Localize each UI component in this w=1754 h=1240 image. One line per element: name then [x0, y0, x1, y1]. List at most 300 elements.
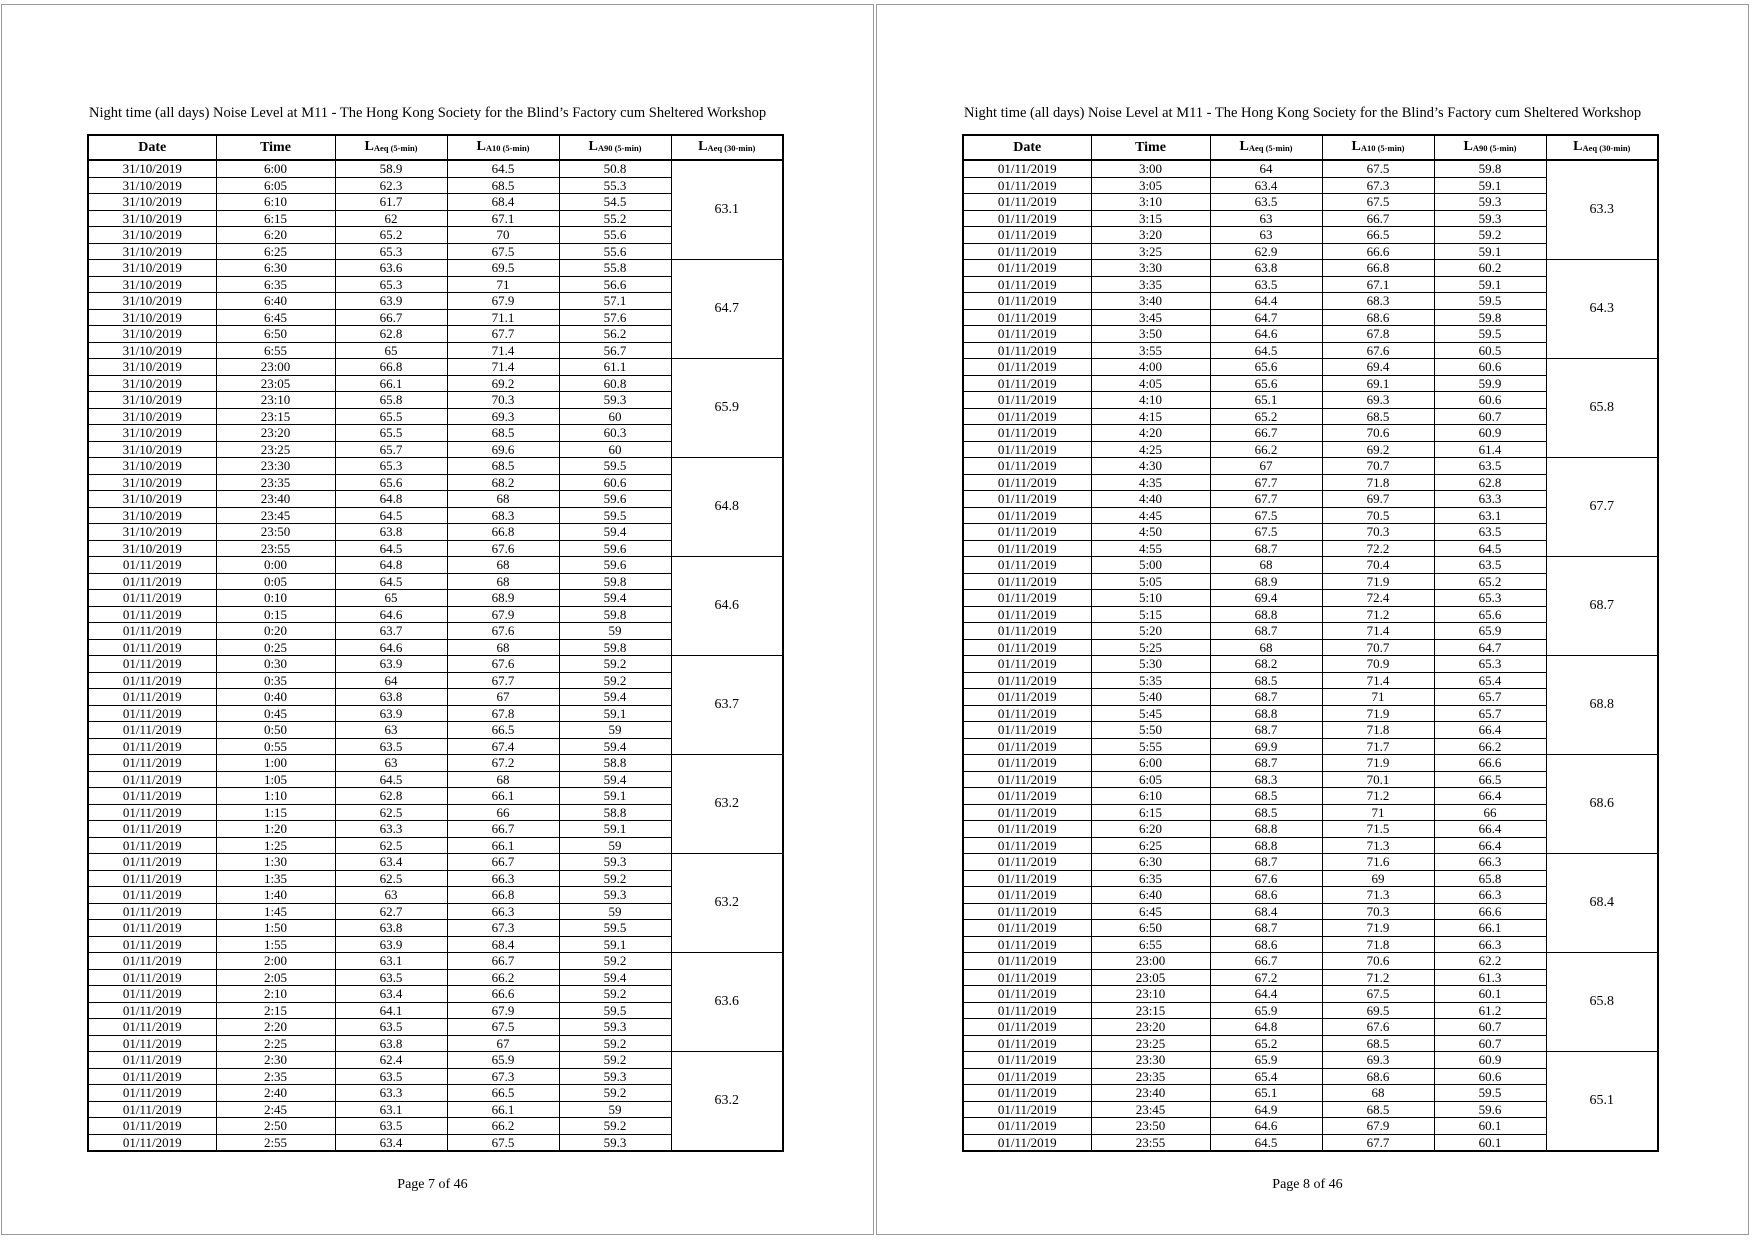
date-cell: 01/11/2019 [963, 540, 1091, 557]
table-body [88, 160, 783, 1151]
date-cell: 01/11/2019 [963, 1052, 1091, 1069]
la10-5min-cell: 66 [447, 804, 559, 821]
time-cell: 6:50 [216, 326, 335, 343]
time-cell: 23:20 [1091, 1019, 1210, 1036]
date-cell: 01/11/2019 [963, 1019, 1091, 1036]
la90-5min-cell: 62.2 [1434, 953, 1546, 970]
la90-5min-cell: 60.7 [1434, 1019, 1546, 1036]
la90-5min-cell: 60.6 [559, 474, 671, 491]
laeq-5min-cell: 63.4 [1210, 177, 1322, 194]
time-cell: 5:05 [1091, 573, 1210, 590]
date-cell: 01/11/2019 [88, 606, 216, 623]
date-cell: 01/11/2019 [88, 870, 216, 887]
laeq-5min-cell: 66.7 [1210, 425, 1322, 442]
la90-5min-cell: 66.3 [1434, 936, 1546, 953]
time-cell: 2:50 [216, 1118, 335, 1135]
time-cell: 0:35 [216, 672, 335, 689]
time-cell: 6:30 [1091, 854, 1210, 871]
laeq-30min-cell: 65.9 [671, 359, 783, 458]
time-cell: 4:45 [1091, 507, 1210, 524]
date-cell: 31/10/2019 [88, 227, 216, 244]
laeq-30min-cell: 63.6 [671, 953, 783, 1052]
time-cell: 3:15 [1091, 210, 1210, 227]
laeq-5min-cell: 63.5 [335, 738, 447, 755]
time-cell: 23:50 [1091, 1118, 1210, 1135]
date-cell: 01/11/2019 [963, 590, 1091, 607]
page-title: Night time (all days) Noise Level at M11 - The Hong Kong Society for the Blind’s Factory cum Sheltered Workshop [964, 105, 1642, 121]
date-cell: 01/11/2019 [963, 986, 1091, 1003]
laeq-5min-cell: 67.2 [1210, 969, 1322, 986]
la90-5min-cell: 59.2 [1434, 227, 1546, 244]
time-cell: 6:00 [1091, 755, 1210, 772]
laeq-5min-cell: 63 [1210, 210, 1322, 227]
la10-5min-cell: 71.2 [1322, 606, 1434, 623]
date-cell: 01/11/2019 [963, 656, 1091, 673]
la90-5min-cell: 60.2 [1434, 260, 1546, 277]
laeq-5min-cell: 63.4 [335, 854, 447, 871]
laeq-5min-cell: 68.5 [1210, 788, 1322, 805]
laeq-5min-cell: 65.2 [335, 227, 447, 244]
la90-5min-cell: 59.2 [559, 672, 671, 689]
time-cell: 6:25 [216, 243, 335, 260]
date-cell: 01/11/2019 [88, 557, 216, 574]
date-cell: 01/11/2019 [963, 887, 1091, 904]
time-cell: 1:25 [216, 837, 335, 854]
la90-5min-cell: 57.6 [559, 309, 671, 326]
table-row [963, 160, 1658, 177]
time-cell: 5:10 [1091, 590, 1210, 607]
time-cell: 0:45 [216, 705, 335, 722]
laeq-5min-cell: 64.5 [335, 573, 447, 590]
la90-5min-cell: 61.4 [1434, 441, 1546, 458]
date-cell: 01/11/2019 [963, 227, 1091, 244]
laeq-5min-cell: 62.5 [335, 804, 447, 821]
la90-5min-cell: 59.1 [559, 821, 671, 838]
laeq-5min-cell: 64.5 [1210, 342, 1322, 359]
table-row [88, 656, 783, 673]
la90-5min-cell: 57.1 [559, 293, 671, 310]
laeq-5min-cell: 63 [335, 887, 447, 904]
la90-5min-cell: 59.3 [1434, 194, 1546, 211]
laeq-30min-cell: 64.6 [671, 557, 783, 656]
la90-5min-cell: 65.2 [1434, 573, 1546, 590]
la90-5min-cell: 64.7 [1434, 639, 1546, 656]
time-cell: 23:50 [216, 524, 335, 541]
la10-5min-cell: 68.9 [447, 590, 559, 607]
table-row [963, 557, 1658, 574]
date-cell: 01/11/2019 [88, 738, 216, 755]
la90-5min-cell: 59.4 [559, 590, 671, 607]
date-cell: 01/11/2019 [963, 177, 1091, 194]
laeq-5min-cell: 68 [1210, 639, 1322, 656]
laeq-5min-cell: 62.7 [335, 903, 447, 920]
la10-5min-cell: 71.3 [1322, 837, 1434, 854]
noise-table [87, 134, 784, 1152]
la90-5min-cell: 59.5 [559, 1002, 671, 1019]
la90-5min-cell: 60 [559, 408, 671, 425]
header-laeq-5min: LAeq (5-min) [1210, 135, 1322, 160]
laeq-5min-cell: 62.8 [335, 326, 447, 343]
la10-5min-cell: 71.6 [1322, 854, 1434, 871]
date-cell: 01/11/2019 [963, 953, 1091, 970]
time-cell: 2:15 [216, 1002, 335, 1019]
la90-5min-cell: 59.1 [1434, 243, 1546, 260]
la90-5min-cell: 59.1 [1434, 177, 1546, 194]
laeq-5min-cell: 64.5 [335, 507, 447, 524]
laeq-5min-cell: 68.8 [1210, 821, 1322, 838]
date-cell: 31/10/2019 [88, 177, 216, 194]
laeq-5min-cell: 65.7 [335, 441, 447, 458]
date-cell: 01/11/2019 [963, 326, 1091, 343]
laeq-5min-cell: 64.8 [1210, 1019, 1322, 1036]
date-cell: 01/11/2019 [963, 425, 1091, 442]
date-cell: 01/11/2019 [963, 342, 1091, 359]
la10-5min-cell: 68.6 [1322, 1068, 1434, 1085]
laeq-30min-cell: 65.8 [1546, 953, 1658, 1052]
time-cell: 2:45 [216, 1101, 335, 1118]
time-cell: 3:30 [1091, 260, 1210, 277]
la90-5min-cell: 60.7 [1434, 1035, 1546, 1052]
laeq-5min-cell: 65.5 [335, 408, 447, 425]
page-footer [2, 1177, 873, 1193]
date-cell: 01/11/2019 [88, 788, 216, 805]
la10-5min-cell: 70.9 [1322, 656, 1434, 673]
la10-5min-cell: 68.5 [447, 458, 559, 475]
date-cell: 01/11/2019 [963, 837, 1091, 854]
time-cell: 4:15 [1091, 408, 1210, 425]
la90-5min-cell: 59.1 [559, 705, 671, 722]
laeq-5min-cell: 65 [335, 342, 447, 359]
laeq-5min-cell: 64.6 [335, 606, 447, 623]
la90-5min-cell: 66.1 [1434, 920, 1546, 937]
time-cell: 6:25 [1091, 837, 1210, 854]
la90-5min-cell: 64.5 [1434, 540, 1546, 557]
la90-5min-cell: 59.8 [559, 573, 671, 590]
time-cell: 6:10 [1091, 788, 1210, 805]
laeq-30min-cell: 68.4 [1546, 854, 1658, 953]
time-cell: 6:55 [216, 342, 335, 359]
time-cell: 1:35 [216, 870, 335, 887]
time-cell: 23:00 [216, 359, 335, 376]
la90-5min-cell: 59.6 [559, 557, 671, 574]
date-cell: 01/11/2019 [963, 309, 1091, 326]
time-cell: 23:45 [216, 507, 335, 524]
page-8 [876, 4, 1749, 1235]
la10-5min-cell: 67.2 [447, 755, 559, 772]
laeq-5min-cell: 68.7 [1210, 722, 1322, 739]
la90-5min-cell: 61.2 [1434, 1002, 1546, 1019]
la10-5min-cell: 66.7 [447, 953, 559, 970]
time-cell: 5:40 [1091, 689, 1210, 706]
la10-5min-cell: 68.3 [447, 507, 559, 524]
la90-5min-cell: 58.8 [559, 804, 671, 821]
la10-5min-cell: 66.8 [447, 887, 559, 904]
la90-5min-cell: 59 [559, 623, 671, 640]
time-cell: 1:20 [216, 821, 335, 838]
time-cell: 6:20 [216, 227, 335, 244]
laeq-5min-cell: 63.6 [335, 260, 447, 277]
la90-5min-cell: 66.6 [1434, 755, 1546, 772]
la10-5min-cell: 66.3 [447, 870, 559, 887]
la10-5min-cell: 67.5 [1322, 194, 1434, 211]
date-cell: 31/10/2019 [88, 375, 216, 392]
date-cell: 01/11/2019 [88, 1134, 216, 1151]
laeq-5min-cell: 65.6 [1210, 359, 1322, 376]
la10-5min-cell: 67.1 [1322, 276, 1434, 293]
time-cell: 4:20 [1091, 425, 1210, 442]
la90-5min-cell: 66.5 [1434, 771, 1546, 788]
page-number: Page 7 of 46 [397, 1177, 468, 1192]
la90-5min-cell: 59.8 [559, 606, 671, 623]
laeq-5min-cell: 64.7 [1210, 309, 1322, 326]
la90-5min-cell: 59.6 [559, 491, 671, 508]
la90-5min-cell: 59.2 [559, 986, 671, 1003]
date-cell: 01/11/2019 [963, 969, 1091, 986]
time-cell: 1:15 [216, 804, 335, 821]
table-row [963, 260, 1658, 277]
la10-5min-cell: 69.5 [447, 260, 559, 277]
date-cell: 01/11/2019 [963, 738, 1091, 755]
la10-5min-cell: 69.2 [1322, 441, 1434, 458]
laeq-5min-cell: 65.9 [1210, 1052, 1322, 1069]
date-cell: 01/11/2019 [88, 953, 216, 970]
laeq-5min-cell: 68.7 [1210, 755, 1322, 772]
table-row [88, 755, 783, 772]
table-row [88, 854, 783, 871]
table-row [963, 854, 1658, 871]
la90-5min-cell: 66.3 [1434, 887, 1546, 904]
la10-5min-cell: 67.6 [447, 656, 559, 673]
la10-5min-cell: 68 [447, 573, 559, 590]
date-cell: 31/10/2019 [88, 540, 216, 557]
la10-5min-cell: 67.9 [1322, 1118, 1434, 1135]
la90-5min-cell: 50.8 [559, 160, 671, 177]
laeq-5min-cell: 67.7 [1210, 474, 1322, 491]
la10-5min-cell: 69.3 [1322, 1052, 1434, 1069]
noise-table [962, 134, 1659, 1152]
date-cell: 01/11/2019 [963, 194, 1091, 211]
la10-5min-cell: 72.2 [1322, 540, 1434, 557]
date-cell: 31/10/2019 [88, 342, 216, 359]
laeq-5min-cell: 64.5 [335, 540, 447, 557]
time-cell: 1:40 [216, 887, 335, 904]
la90-5min-cell: 59.5 [1434, 326, 1546, 343]
date-cell: 01/11/2019 [88, 771, 216, 788]
date-cell: 01/11/2019 [963, 606, 1091, 623]
laeq-5min-cell: 64.8 [335, 557, 447, 574]
time-cell: 5:00 [1091, 557, 1210, 574]
la90-5min-cell: 59.3 [559, 1019, 671, 1036]
header-la10-5min: LA10 (5-min) [447, 135, 559, 160]
date-cell: 01/11/2019 [963, 1068, 1091, 1085]
la10-5min-cell: 66.6 [447, 986, 559, 1003]
date-cell: 31/10/2019 [88, 243, 216, 260]
date-cell: 01/11/2019 [88, 920, 216, 937]
la90-5min-cell: 56.2 [559, 326, 671, 343]
date-cell: 01/11/2019 [963, 903, 1091, 920]
la90-5min-cell: 65.7 [1434, 689, 1546, 706]
la10-5min-cell: 68.5 [447, 177, 559, 194]
la10-5min-cell: 68.2 [447, 474, 559, 491]
la90-5min-cell: 66.4 [1434, 722, 1546, 739]
time-cell: 1:45 [216, 903, 335, 920]
date-cell: 31/10/2019 [88, 359, 216, 376]
time-cell: 5:15 [1091, 606, 1210, 623]
la90-5min-cell: 59 [559, 1101, 671, 1118]
time-cell: 3:05 [1091, 177, 1210, 194]
time-cell: 1:50 [216, 920, 335, 937]
laeq-5min-cell: 64.5 [335, 771, 447, 788]
time-cell: 6:40 [1091, 887, 1210, 904]
laeq-30min-cell: 65.8 [1546, 359, 1658, 458]
la90-5min-cell: 59.3 [559, 887, 671, 904]
page-title: Night time (all days) Noise Level at M11 - The Hong Kong Society for the Blind’s Factory cum Sheltered Workshop [89, 105, 767, 121]
la10-5min-cell: 68.5 [447, 425, 559, 442]
date-cell: 01/11/2019 [88, 1068, 216, 1085]
date-cell: 31/10/2019 [88, 260, 216, 277]
time-cell: 2:30 [216, 1052, 335, 1069]
laeq-5min-cell: 64.1 [335, 1002, 447, 1019]
la10-5min-cell: 71.8 [1322, 474, 1434, 491]
laeq-5min-cell: 66.7 [335, 309, 447, 326]
la10-5min-cell: 67.6 [447, 540, 559, 557]
la90-5min-cell: 60.8 [559, 375, 671, 392]
time-cell: 0:40 [216, 689, 335, 706]
date-cell: 01/11/2019 [963, 458, 1091, 475]
la10-5min-cell: 71.9 [1322, 920, 1434, 937]
laeq-5min-cell: 65.3 [335, 276, 447, 293]
la90-5min-cell: 59.6 [1434, 1101, 1546, 1118]
time-cell: 1:10 [216, 788, 335, 805]
la90-5min-cell: 66.6 [1434, 903, 1546, 920]
laeq-30min-cell: 65.1 [1546, 1052, 1658, 1152]
date-cell: 01/11/2019 [88, 672, 216, 689]
la90-5min-cell: 65.6 [1434, 606, 1546, 623]
la90-5min-cell: 59.2 [559, 1118, 671, 1135]
time-cell: 5:45 [1091, 705, 1210, 722]
table-row [963, 359, 1658, 376]
laeq-30min-cell: 63.1 [671, 160, 783, 260]
la90-5min-cell: 59.4 [559, 771, 671, 788]
la10-5min-cell: 66.1 [447, 837, 559, 854]
la10-5min-cell: 66.5 [1322, 227, 1434, 244]
time-cell: 5:50 [1091, 722, 1210, 739]
date-cell: 01/11/2019 [963, 623, 1091, 640]
la90-5min-cell: 63.3 [1434, 491, 1546, 508]
laeq-5min-cell: 65.1 [1210, 392, 1322, 409]
la90-5min-cell: 63.1 [1434, 507, 1546, 524]
la10-5min-cell: 68.4 [447, 194, 559, 211]
la90-5min-cell: 59.5 [559, 507, 671, 524]
la90-5min-cell: 63.5 [1434, 458, 1546, 475]
date-cell: 01/11/2019 [963, 359, 1091, 376]
laeq-5min-cell: 58.9 [335, 160, 447, 177]
laeq-5min-cell: 65.6 [1210, 375, 1322, 392]
la10-5min-cell: 67.3 [447, 920, 559, 937]
laeq-5min-cell: 64.4 [1210, 293, 1322, 310]
laeq-5min-cell: 63.3 [335, 821, 447, 838]
la90-5min-cell: 59.3 [1434, 210, 1546, 227]
la10-5min-cell: 66.3 [447, 903, 559, 920]
date-cell: 01/11/2019 [88, 1002, 216, 1019]
laeq-5min-cell: 63 [1210, 227, 1322, 244]
la10-5min-cell: 69.5 [1322, 1002, 1434, 1019]
time-cell: 3:45 [1091, 309, 1210, 326]
date-cell: 31/10/2019 [88, 309, 216, 326]
la90-5min-cell: 60.3 [559, 425, 671, 442]
time-cell: 5:20 [1091, 623, 1210, 640]
laeq-5min-cell: 66.1 [335, 375, 447, 392]
time-cell: 6:40 [216, 293, 335, 310]
time-cell: 1:05 [216, 771, 335, 788]
time-cell: 6:45 [1091, 903, 1210, 920]
la10-5min-cell: 71.2 [1322, 788, 1434, 805]
la90-5min-cell: 66 [1434, 804, 1546, 821]
la90-5min-cell: 59.1 [1434, 276, 1546, 293]
page-number: Page 8 of 46 [1272, 1177, 1343, 1192]
la90-5min-cell: 59.4 [559, 524, 671, 541]
time-cell: 2:10 [216, 986, 335, 1003]
time-cell: 3:55 [1091, 342, 1210, 359]
time-cell: 6:15 [216, 210, 335, 227]
laeq-5min-cell: 68.5 [1210, 672, 1322, 689]
date-cell: 01/11/2019 [963, 1002, 1091, 1019]
la10-5min-cell: 66.7 [447, 854, 559, 871]
date-cell: 01/11/2019 [963, 854, 1091, 871]
table-row [88, 1052, 783, 1069]
la10-5min-cell: 68.5 [1322, 1101, 1434, 1118]
laeq-5min-cell: 62.5 [335, 837, 447, 854]
laeq-5min-cell: 64.6 [1210, 326, 1322, 343]
laeq-5min-cell: 63.9 [335, 293, 447, 310]
time-cell: 2:35 [216, 1068, 335, 1085]
laeq-5min-cell: 62.9 [1210, 243, 1322, 260]
date-cell: 01/11/2019 [88, 821, 216, 838]
laeq-5min-cell: 65.5 [335, 425, 447, 442]
laeq-5min-cell: 67 [1210, 458, 1322, 475]
date-cell: 01/11/2019 [963, 260, 1091, 277]
la90-5min-cell: 60.5 [1434, 342, 1546, 359]
la90-5min-cell: 65.9 [1434, 623, 1546, 640]
la90-5min-cell: 59.1 [559, 936, 671, 953]
date-cell: 01/11/2019 [963, 276, 1091, 293]
la10-5min-cell: 64.5 [447, 160, 559, 177]
date-cell: 01/11/2019 [963, 821, 1091, 838]
table-row [963, 755, 1658, 772]
la10-5min-cell: 67.5 [447, 243, 559, 260]
laeq-5min-cell: 63.5 [335, 1019, 447, 1036]
laeq-30min-cell: 64.8 [671, 458, 783, 557]
laeq-5min-cell: 63.8 [335, 920, 447, 937]
laeq-5min-cell: 68.8 [1210, 606, 1322, 623]
la90-5min-cell: 61.1 [559, 359, 671, 376]
la10-5min-cell: 66.8 [1322, 260, 1434, 277]
date-cell: 31/10/2019 [88, 326, 216, 343]
date-cell: 31/10/2019 [88, 293, 216, 310]
la10-5min-cell: 68 [447, 557, 559, 574]
la10-5min-cell: 65.9 [447, 1052, 559, 1069]
la90-5min-cell: 60.7 [1434, 408, 1546, 425]
la10-5min-cell: 68 [1322, 1085, 1434, 1102]
la90-5min-cell: 60.6 [1434, 1068, 1546, 1085]
time-cell: 0:55 [216, 738, 335, 755]
la10-5min-cell: 69.2 [447, 375, 559, 392]
laeq-5min-cell: 68.7 [1210, 854, 1322, 871]
laeq-5min-cell: 64.8 [335, 491, 447, 508]
date-cell: 01/11/2019 [963, 160, 1091, 177]
time-cell: 5:55 [1091, 738, 1210, 755]
laeq-5min-cell: 67.5 [1210, 507, 1322, 524]
